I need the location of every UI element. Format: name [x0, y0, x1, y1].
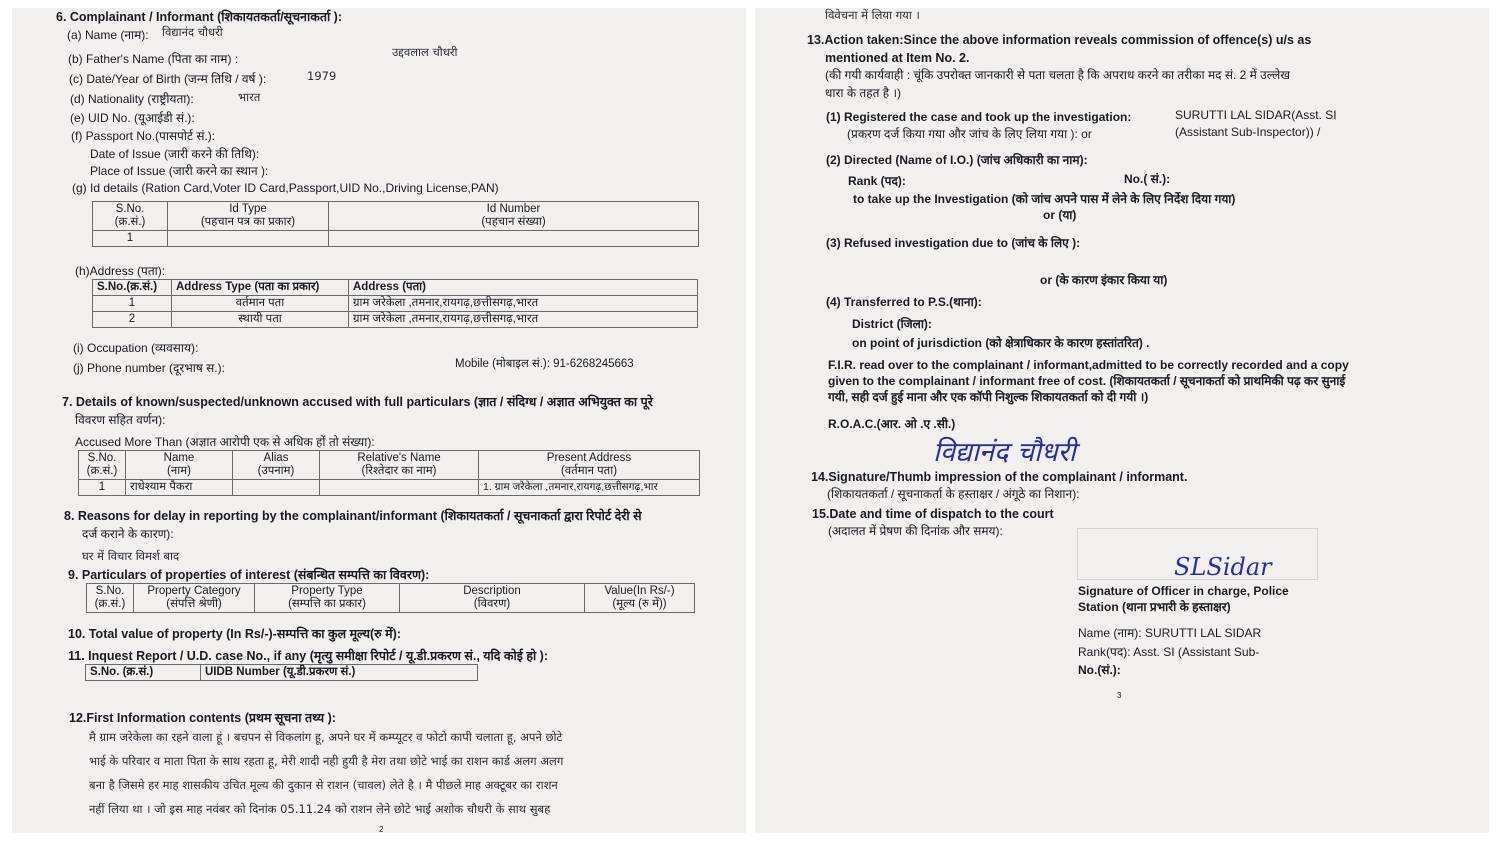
registering-officer: SURUTTI LAL SIDAR(Asst. SI — [1175, 108, 1337, 122]
dob-value: 1979 — [307, 69, 337, 83]
address-table — [92, 279, 698, 328]
section-10-title: 10. Total value of property (In Rs/-)-सम्पत्ति का कुल मूल्य(रु में): — [68, 627, 401, 641]
cell-id-number — [329, 231, 699, 247]
section-13-hindi: (की गयी कार्यवाही : चूंकि उपरोक्त जानकारी से पता चलता है कि अपराध करने का तरीका मद सं. 2 में उल्लेख — [825, 68, 1291, 82]
dob-label: (c) Date/Year of Birth (जन्म तिथि / वर्ष ): — [69, 72, 267, 86]
col-sno: S.No. — [95, 585, 125, 597]
complainant-name-label: (a) Name (नाम): — [67, 28, 149, 42]
cell-sno: 1 — [93, 296, 172, 312]
take-up-investigation-label: to take up the Investigation (को जांच अपने पास में लेने के लिए निर्देश दिया गया) — [853, 192, 1236, 206]
col-relative-name: Relative's Name — [357, 452, 441, 464]
accused-table — [78, 450, 700, 496]
complainant-name-value: विद्यानंद चौधरी — [162, 25, 223, 39]
cell-name: राधेश्याम पैकरा — [126, 480, 233, 496]
refused-investigation-label: (3) Refused investigation due to (जांच के लिए ): — [826, 236, 1081, 250]
occupation-label: (i) Occupation (व्यवसाय): — [73, 341, 199, 355]
fir-page-right — [755, 8, 1489, 833]
col-description-hi: (विवरण) — [473, 598, 511, 610]
roac-label: R.O.A.C.(आर. ओ .ए .सी.) — [828, 417, 956, 431]
col-name-hi: (नाम) — [167, 465, 191, 477]
rank-label: Rank (पद): — [848, 174, 906, 188]
col-address: Address (पता) — [349, 280, 698, 296]
section-15-title-hindi: (अदालत में प्रेषण की दिनांक और समय): — [828, 524, 1003, 538]
col-id-number-hi: (पहचान संख्या) — [481, 216, 546, 228]
district-label: District (जिला): — [852, 317, 932, 331]
section-14-title-hindi: (शिकायतकर्ता / सूचनाकर्ता के हस्ताक्षर / अंगूठे का निशान): — [827, 487, 1080, 501]
section-8-title-cont: दर्ज कराने के कारण): — [82, 527, 174, 541]
passport-label: (f) Passport No.(पासपोर्ट सं.): — [71, 129, 216, 143]
cell-address: ग्राम जरेकेला ,तमनार,रायगढ़,छत्तीसगढ़,भारत — [349, 312, 698, 328]
cell-address-type: स्थायी पता — [172, 312, 349, 328]
cell-sno: 1 — [79, 480, 126, 496]
first-information-line: भाई के परिवार व माता पिता के साथ रहता हू, मेरी शादी नही हुयी है मेरा तथा छोटे भाई का राशन कार्ड अलग अलग — [89, 754, 564, 768]
transferred-ps-label: (4) Transferred to P.S.(थाना): — [826, 295, 982, 309]
col-alias: Alias — [263, 452, 289, 464]
first-information-line: नहीं लिया था । जो इस माह नवंबर को दिनांक 05.11.24 को राशन लेने छोटे भाई अशोक चौधरी के साथ सुबह — [89, 802, 551, 816]
col-sno-hi: (क्र.सं.) — [94, 598, 126, 610]
cell-address: ग्राम जरेकेला ,तमनार,रायगढ़,छत्तीसगढ़,भारत — [349, 296, 698, 312]
section-15-title: 15.Date and time of dispatch to the court — [812, 507, 1054, 521]
col-property-category: Property Category — [147, 585, 241, 597]
col-uidb-number: UIDB Number (यू.डी.प्रकरण सं.) — [201, 665, 478, 681]
action-registered-hindi: (प्रकरण दर्ज किया गया और जांच के लिए लिया गया ): or — [847, 127, 1092, 141]
section-9-title: 9. Particulars of properties of interest (संबन्धित सम्पत्ति का विवरण): — [68, 568, 430, 582]
col-value-hi: (मूल्य (रु में)) — [612, 598, 667, 610]
table-row — [93, 231, 699, 247]
col-sno: S.No. (क्र.सं.) — [86, 665, 201, 681]
action-registered-label: (1) Registered the case and took up the investigation: — [826, 110, 1132, 124]
officer-signature: SLSidar — [1174, 553, 1272, 581]
nationality-value: भारत — [238, 90, 261, 104]
col-sno-hi: (क्र.सं.) — [114, 216, 146, 228]
cell-relative-name — [320, 480, 479, 496]
col-sno: S.No.(क्र.सं.) — [93, 280, 172, 296]
officer-no-label: No.(सं.): — [1078, 663, 1121, 677]
officer-rank: Rank(पद): Asst. SI (Assistant Sub- — [1078, 645, 1260, 659]
col-property-type-hi: (सम्पत्ति का प्रकार) — [288, 598, 366, 610]
page-gutter — [746, 0, 755, 843]
father-name-label: (b) Father's Name (पिता का नाम) : — [68, 52, 239, 66]
id-details-label: (g) Id details (Ration Card,Voter ID Card,Passport,UID No.,Driving License,PAN) — [72, 181, 499, 195]
col-present-address: Present Address — [546, 452, 632, 464]
col-name: Name — [163, 452, 195, 464]
section-13-title: 13.Action taken:Since the above information reveals commission of offence(s) u/s as — [807, 33, 1312, 47]
properties-table — [86, 583, 695, 613]
table-header-row — [79, 451, 700, 480]
issue-place-label: Place of Issue (जारी करने का स्थान ): — [90, 164, 269, 178]
col-id-number: Id Number — [486, 203, 541, 215]
officer-signature-label: Signature of Officer in charge, Police — [1078, 584, 1289, 598]
col-sno: S.No. — [115, 203, 145, 215]
table-row — [93, 296, 698, 312]
table-row — [79, 480, 700, 496]
officer-name: Name (नाम): SURUTTI LAL SIDAR — [1078, 626, 1262, 640]
cell-alias — [233, 480, 320, 496]
cell-present-address: 1. ग्राम जरेकेला ,तमनार,रायगढ़,छत्तीसगढ़,भार — [479, 480, 700, 496]
col-property-type: Property Type — [291, 585, 363, 597]
col-sno: S.No. — [87, 452, 117, 464]
col-address-type: Address Type (पता का प्रकार) — [172, 280, 349, 296]
or-label: or (या) — [1043, 208, 1077, 222]
issue-date-label: Date of Issue (जारी करने की तिथि): — [90, 147, 260, 161]
section-12-title: 12.First Information contents (प्रथम सूचना तथ्य ): — [69, 711, 336, 725]
fir-page-left — [12, 8, 746, 833]
complainant-signature: विद्यानंद चौधरी — [933, 437, 1076, 468]
table-header-row — [87, 584, 695, 613]
mobile-number: Mobile (मोबाइल सं.): 91-6268245663 — [455, 358, 634, 370]
table-header-row — [93, 202, 699, 231]
or-refused-label: or (के कारण इंकार किया या) — [1040, 273, 1168, 287]
cell-id-type — [168, 231, 329, 247]
table-header-row — [86, 665, 478, 681]
first-information-line: बना है जिसमे हर माह शासकीय उचित मूल्य की दुकान से राशन (चावल) लेते है । मै पीछले माह अक्टूबर का राशन — [89, 778, 558, 792]
col-alias-hi: (उपनाम) — [257, 465, 295, 477]
table-row — [93, 312, 698, 328]
col-id-type: Id Type — [229, 203, 267, 215]
first-information-line: मै ग्राम जरेकेला का रहने वाला हूं । बचपन से विकलांग हू, अपने घर में कम्प्यूटर व फोटो कापी चलाता हू, अपने छोटे — [89, 730, 563, 744]
col-value: Value(In Rs/-) — [604, 585, 675, 597]
section-8-title: 8. Reasons for delay in reporting by the complainant/informant (शिकायतकर्ता / सूचनाकर्ता द्वारा रिपोर्ट देरी से — [64, 509, 642, 523]
fir-read-over-text-cont: गयी, सही दर्ज हुई माना और एक कॉपी निशुल्क शिकायतकर्ता को दी गयी ।) — [828, 390, 1149, 404]
section-11-title: 11. Inquest Report / U.D. case No., if any (मृत्यु समीक्षा रिपोर्ट / यू.डी.प्रकरण सं., यदि कोई हो ): — [68, 649, 549, 663]
uid-label: (e) UID No. (यूआईडी सं.): — [70, 111, 195, 125]
continued-line: विवेचना में लिया गया । — [825, 8, 920, 22]
phone-label: (j) Phone number (दूरभाष स.): — [73, 361, 225, 375]
registering-officer-rank: (Assistant Sub-Inspector)) / — [1175, 125, 1321, 139]
col-property-category-hi: (संपत्ति श्रेणी) — [166, 598, 222, 610]
col-id-type-hi: (पहचान पत्र का प्रकार) — [200, 216, 296, 228]
inquest-table — [85, 664, 478, 681]
cell-sno: 1 — [93, 231, 168, 247]
col-sno-hi: (क्र.सं.) — [86, 465, 118, 477]
father-name-value: उद्दवलाल चौधरी — [392, 45, 458, 59]
section-7-title-cont: विवरण सहित वर्णन): — [75, 413, 166, 427]
col-relative-name-hi: (रिश्तेदार का नाम) — [361, 465, 437, 477]
section-13-hindi-cont: धारा के तहत है ।) — [825, 86, 902, 100]
nationality-label: (d) Nationality (राष्ट्रीयता): — [70, 92, 194, 106]
jurisdiction-label: on point of jurisdiction (को क्षेत्राधिकार के कारण हस्तांतरित) . — [852, 336, 1150, 350]
fir-read-over-text-cont: given to the complainant / informant free of cost. (शिकायतकर्ता / सूचनाकर्ता को प्राथमिकी पढ़ कर सुनाई — [828, 374, 1346, 388]
col-present-address-hi: (वर्तमान पता) — [560, 465, 618, 477]
id-details-table — [92, 201, 699, 247]
section-7-title: 7. Details of known/suspected/unknown accused with full particulars (ज्ञात / संदिग्ध / अज्ञात अभियुक्त का पूरे — [62, 395, 653, 409]
section-13-title-cont: mentioned at Item No. 2. — [825, 51, 970, 65]
delay-reason-value: घर में विचार विमर्श बाद — [82, 549, 180, 563]
page-number: 3 — [1117, 691, 1122, 700]
no-label: No.( सं.): — [1124, 172, 1171, 186]
table-header-row — [93, 280, 698, 296]
address-label: (h)Address (पता): — [75, 264, 166, 278]
fir-read-over-text: F.I.R. read over to the complainant / informant,admitted to be correctly recorded and a copy — [828, 358, 1349, 372]
accused-more-than-label: Accused More Than (अज्ञात आरोपी एक से अधिक हों तो संख्या): — [75, 435, 375, 449]
section-6-title: 6. Complainant / Informant (शिकायतकर्ता/सूचनाकर्ता ): — [56, 10, 342, 24]
section-14-title: 14.Signature/Thumb impression of the complainant / informant. — [811, 470, 1188, 484]
cell-sno: 2 — [93, 312, 172, 328]
col-description: Description — [463, 585, 521, 597]
officer-signature-label-cont: Station (थाना प्रभारी के हस्ताक्षर) — [1078, 600, 1231, 614]
directed-io-label: (2) Directed (Name of I.O.) (जांच अधिकारी का नाम): — [826, 153, 1088, 167]
page-number: 2 — [379, 825, 384, 833]
cell-address-type: वर्तमान पता — [172, 296, 349, 312]
